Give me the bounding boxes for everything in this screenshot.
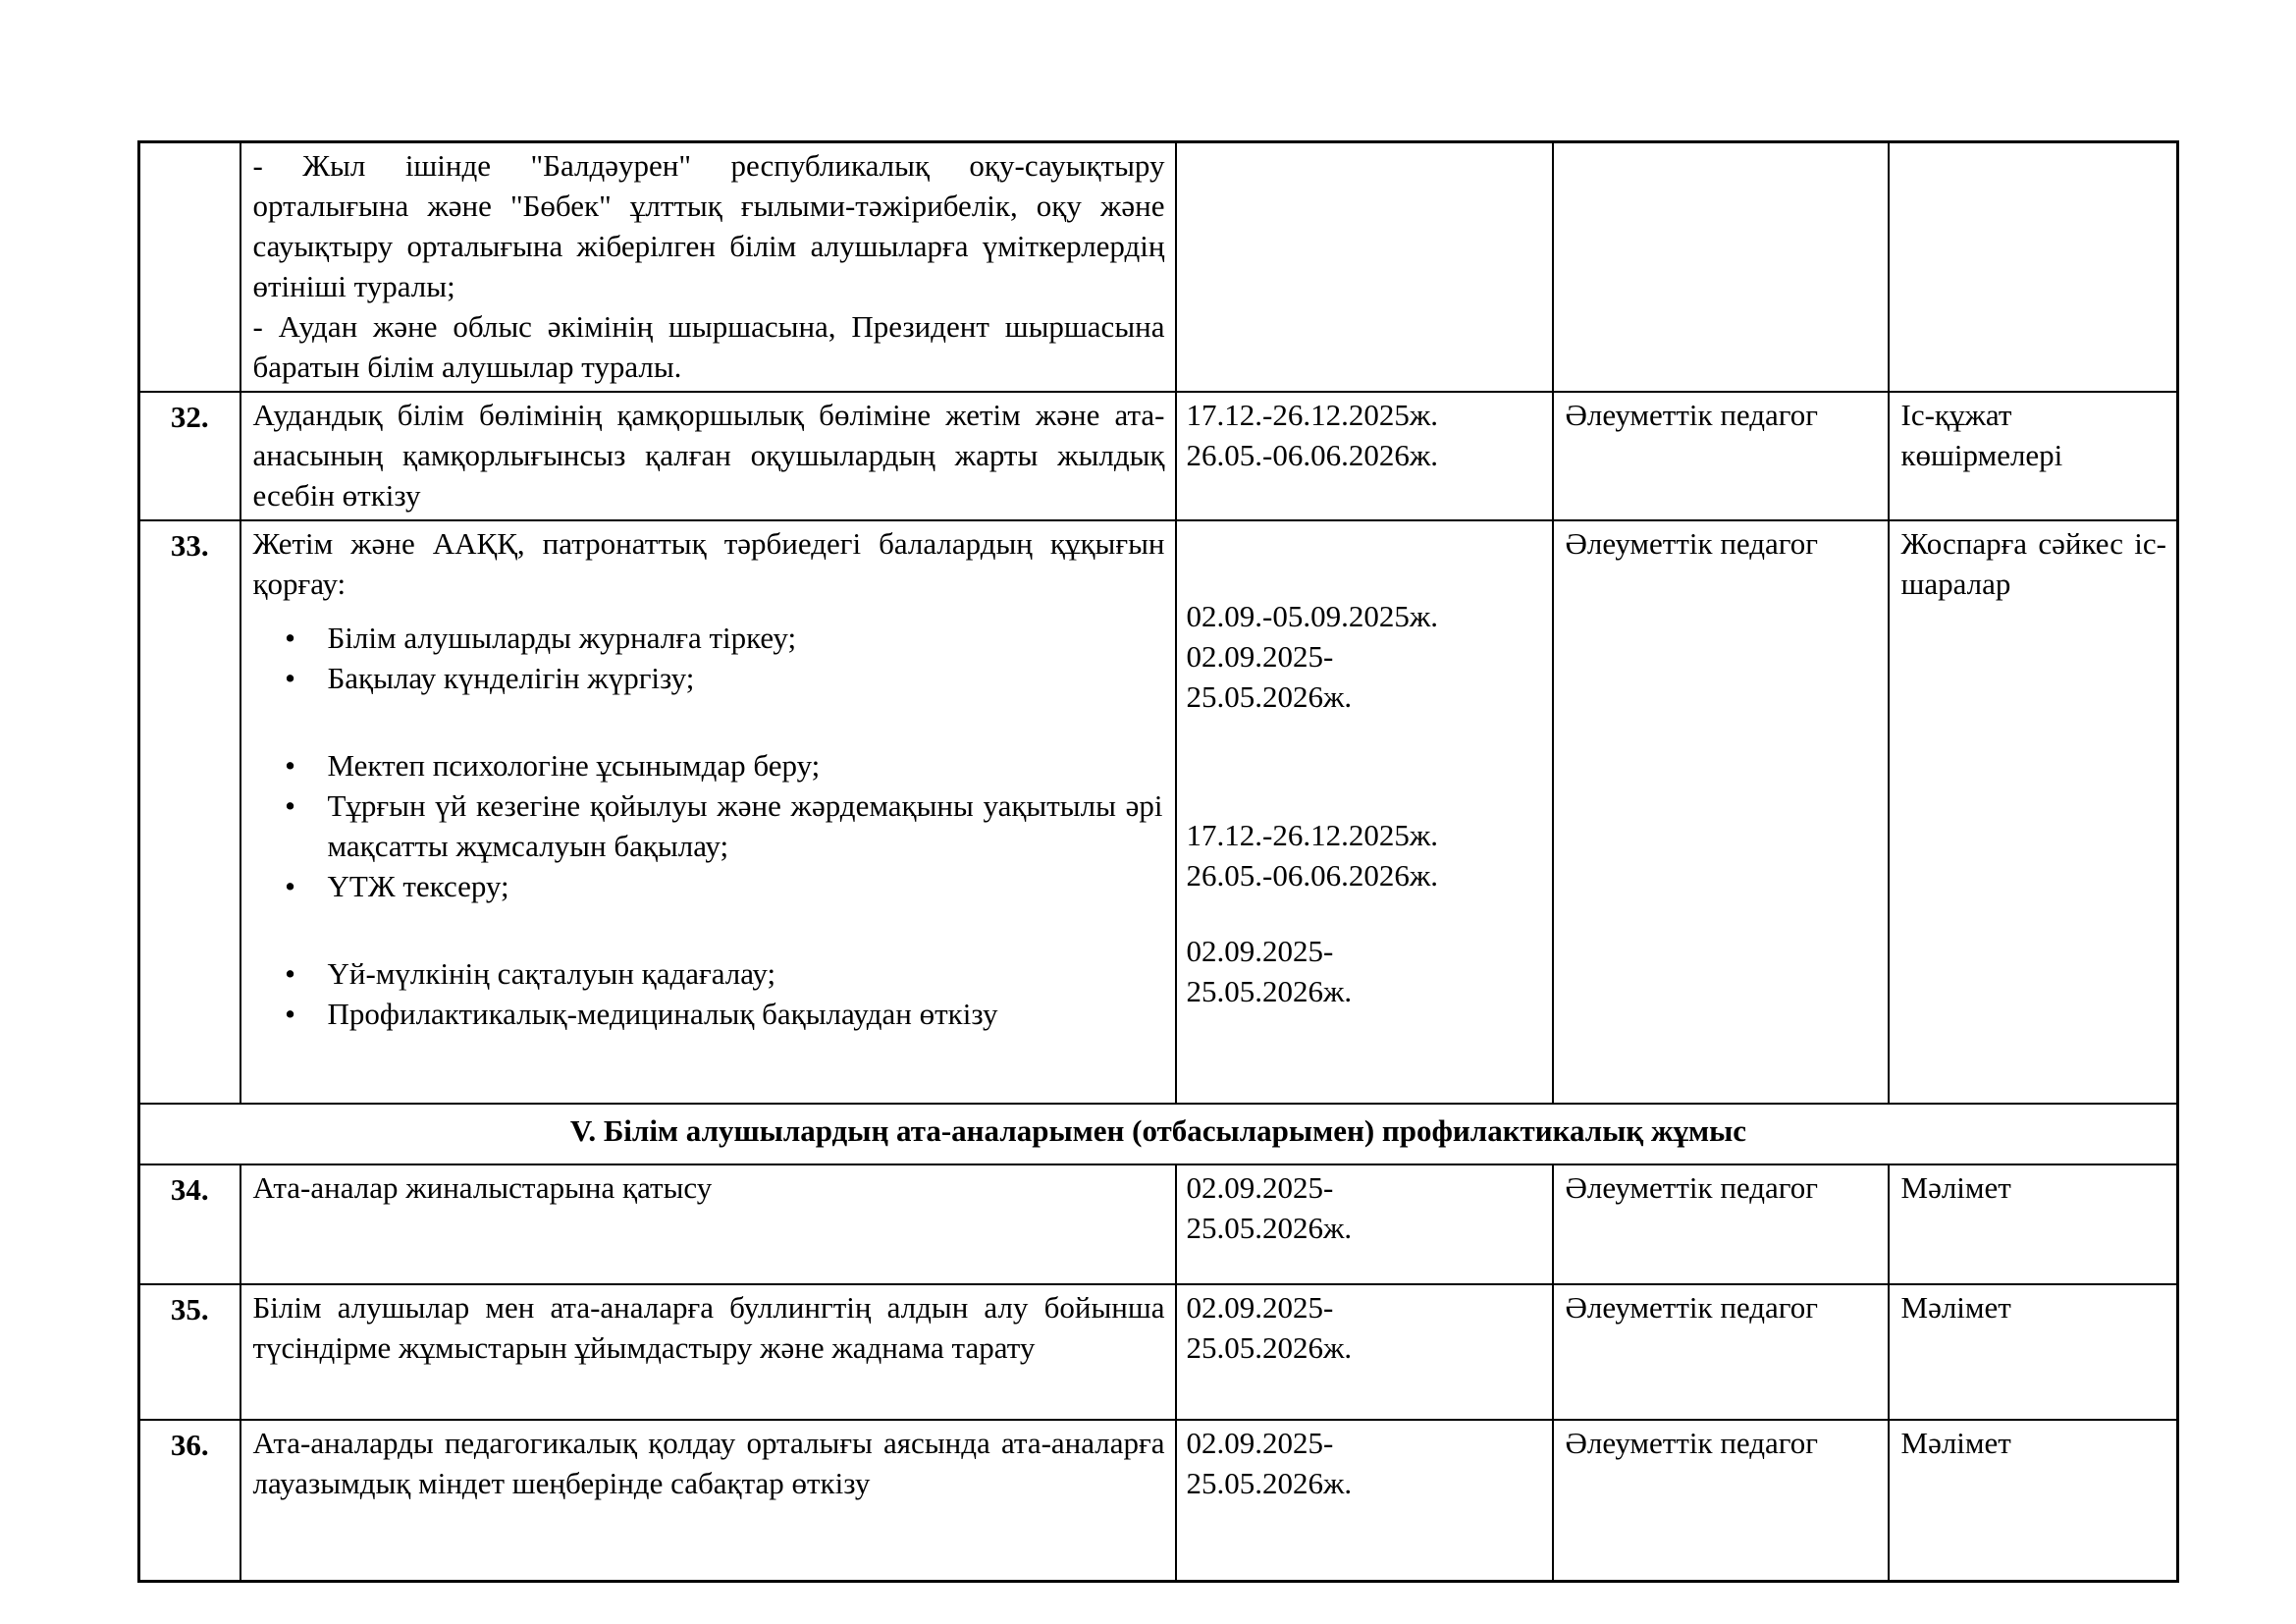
bullet-text: Тұрғын үй кезегіне қойылуы және жәрдемақыны уақытылы әрі мақсатты жұмсалуын бақылау; bbox=[327, 788, 1163, 863]
bullet-item bbox=[253, 658, 1165, 698]
deliverable-cell: Іс-құжат көшірмелері bbox=[1889, 392, 2178, 520]
date-line: 26.05.-06.06.2026ж. bbox=[1186, 438, 1438, 472]
responsible-cell: Әлеуметтік педагог bbox=[1553, 1420, 1889, 1582]
bullet-icon: • bbox=[285, 997, 295, 1031]
bullet-text: Бақылау күнделігін жүргізу; bbox=[327, 661, 695, 695]
date-line: 02.09.2025- bbox=[1186, 1290, 1334, 1325]
bullet-list bbox=[253, 618, 1165, 1034]
task-cell bbox=[240, 520, 1176, 1104]
table-row bbox=[139, 1420, 2178, 1582]
date-line: 25.05.2026ж. bbox=[1186, 679, 1353, 714]
responsible-cell: Әлеуметтік педагог bbox=[1553, 520, 1889, 1104]
table-row bbox=[139, 520, 2178, 1104]
task-paragraph: - Жыл ішінде "Балдәурен" республикалық оқу-сауықтыру орталығына және "Бөбек" ұлттық ғылыми-тәжірибелік, оқу және сауықтыру орталығына жіберілген білім алушыларға үміткерлердің өтініші туралы; bbox=[252, 148, 1165, 303]
row-number-cell: 35. bbox=[139, 1284, 240, 1420]
bullet-item bbox=[253, 994, 1165, 1034]
date-line: 02.09.2025- bbox=[1186, 1170, 1334, 1205]
deliverable-cell: Жоспарға сәйкес іс-шаралар bbox=[1889, 520, 2178, 1104]
responsible-cell bbox=[1553, 142, 1889, 393]
section-title: V. Білім алушылардың ата-аналарымен (отбасыларымен) профилактикалық жұмыс bbox=[139, 1104, 2178, 1164]
row-number-cell bbox=[139, 142, 240, 393]
bullet-text: Үй-мүлкінің сақталуын қадағалау; bbox=[327, 956, 776, 991]
table-row bbox=[139, 1284, 2178, 1420]
row-number-cell: 33. bbox=[139, 520, 240, 1104]
row-number-cell: 36. bbox=[139, 1420, 240, 1582]
task-paragraph: - Аудан және облыс әкімінің шыршасына, Президент шыршасына баратын білім алушылар туралы. bbox=[252, 309, 1165, 384]
bullet-text: Мектеп психологіне ұсынымдар беру; bbox=[327, 748, 821, 783]
task-cell: Ата-аналарды педагогикалық қолдау орталығы аясында ата-аналарға лауазымдық міндет шеңберінде сабақтар өткізу bbox=[240, 1420, 1176, 1582]
task-cell: Білім алушылар мен ата-аналарға буллингтің алдын алу бойынша түсіндірме жұмыстарын ұйымдастыру және жаднама тарату bbox=[240, 1284, 1176, 1420]
dates-cell bbox=[1176, 520, 1553, 1104]
task-cell bbox=[240, 142, 1176, 393]
work-plan-table bbox=[137, 140, 2179, 1583]
dates-cell bbox=[1176, 142, 1553, 393]
task-intro: Жетім және ААҚҚ, патронаттық тәрбиедегі балалардың құқығын қорғау: bbox=[252, 526, 1165, 601]
date-line: 26.05.-06.06.2026ж. bbox=[1186, 858, 1438, 893]
bullet-item bbox=[253, 953, 1165, 994]
deliverable-cell: Мәлімет bbox=[1889, 1284, 2178, 1420]
date-line: 02.09.2025- bbox=[1186, 639, 1334, 674]
bullet-text: Білім алушыларды журналға тіркеу; bbox=[327, 621, 797, 655]
bullet-icon: • bbox=[285, 621, 295, 655]
dates-cell bbox=[1176, 1164, 1553, 1284]
bullet-item bbox=[253, 745, 1165, 785]
task-cell: Ата-аналар жиналыстарына қатысу bbox=[240, 1164, 1176, 1284]
table-row bbox=[139, 392, 2178, 520]
date-line: 25.05.2026ж. bbox=[1186, 974, 1353, 1008]
bullet-item bbox=[253, 866, 1165, 906]
date-line: 17.12.-26.12.2025ж. bbox=[1186, 398, 1438, 432]
date-line: 17.12.-26.12.2025ж. bbox=[1186, 818, 1438, 852]
date-group bbox=[1187, 931, 1548, 1011]
responsible-cell: Әлеуметтік педагог bbox=[1553, 1284, 1889, 1420]
bullet-icon: • bbox=[285, 788, 295, 823]
responsible-cell: Әлеуметтік педагог bbox=[1553, 1164, 1889, 1284]
deliverable-cell bbox=[1889, 142, 2178, 393]
row-number-cell: 32. bbox=[139, 392, 240, 520]
bullet-text: ҮТЖ тексеру; bbox=[327, 869, 509, 903]
bullet-text: Профилактикалық-медициналық бақылаудан өткізу bbox=[327, 997, 998, 1031]
row-number-cell: 34. bbox=[139, 1164, 240, 1284]
dates-cell bbox=[1176, 392, 1553, 520]
date-line: 25.05.2026ж. bbox=[1186, 1330, 1353, 1365]
task-cell: Аудандық білім бөлімінің қамқоршылық бөліміне жетім және ата-анасының қамқорлығынсыз қалған оқушылардың жарты жылдық есебін өткізу bbox=[240, 392, 1176, 520]
bullet-item bbox=[253, 785, 1165, 866]
dates-cell bbox=[1176, 1284, 1553, 1420]
date-line: 02.09.2025- bbox=[1186, 934, 1334, 968]
responsible-cell: Әлеуметтік педагог bbox=[1553, 392, 1889, 520]
date-line: 02.09.2025- bbox=[1186, 1426, 1334, 1460]
table-row bbox=[139, 142, 2178, 393]
deliverable-cell: Мәлімет bbox=[1889, 1164, 2178, 1284]
section-header-row bbox=[139, 1104, 2178, 1164]
bullet-icon: • bbox=[285, 748, 295, 783]
bullet-icon: • bbox=[285, 661, 295, 695]
date-line: 25.05.2026ж. bbox=[1186, 1211, 1353, 1245]
bullet-icon: • bbox=[285, 956, 295, 991]
bullet-item bbox=[253, 618, 1165, 658]
table-row bbox=[139, 1164, 2178, 1284]
bullet-icon: • bbox=[285, 869, 295, 903]
dates-cell bbox=[1176, 1420, 1553, 1582]
date-line: 25.05.2026ж. bbox=[1186, 1466, 1353, 1500]
date-group bbox=[1187, 815, 1548, 895]
deliverable-cell: Мәлімет bbox=[1889, 1420, 2178, 1582]
date-group bbox=[1187, 596, 1548, 717]
date-line: 02.09.-05.09.2025ж. bbox=[1186, 599, 1438, 633]
